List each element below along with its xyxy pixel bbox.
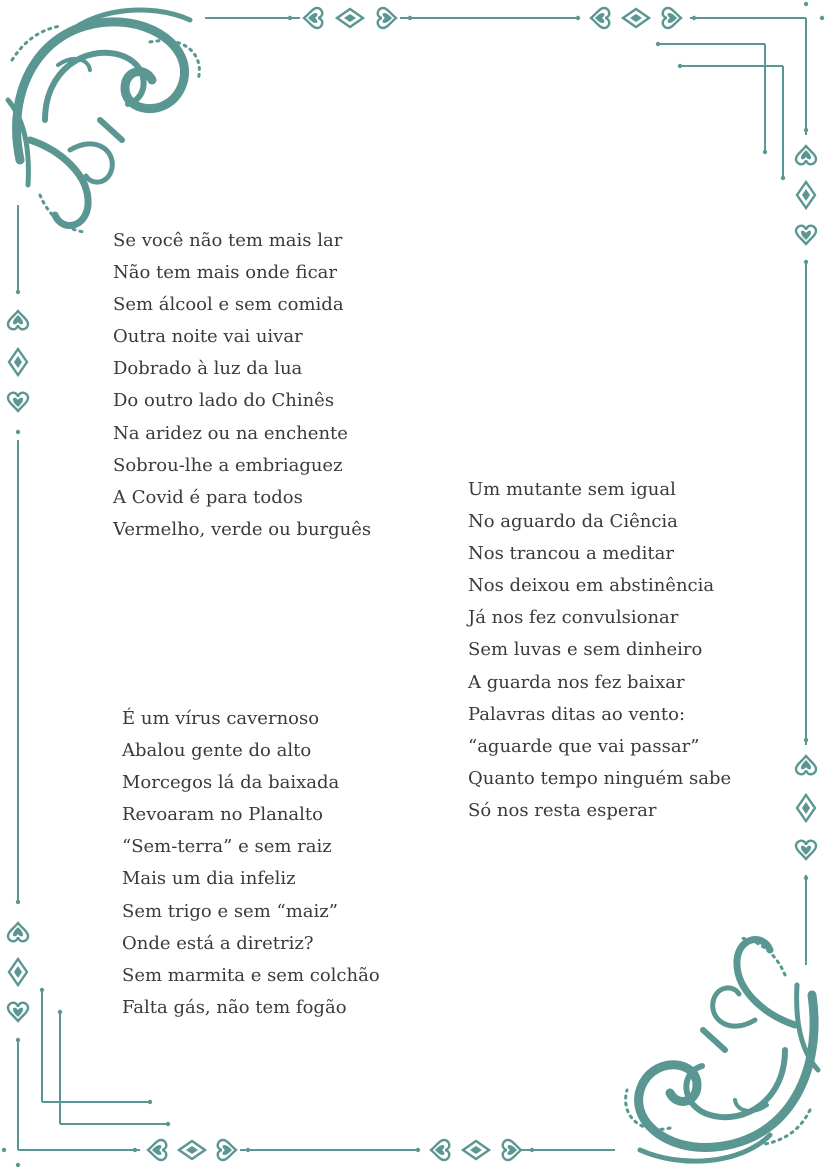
poem-line: “Sem-terra” e sem raiz <box>122 836 332 858</box>
poem-line: Só nos resta esperar <box>468 799 657 821</box>
poem-line: Palavras ditas ao vento: <box>468 703 686 725</box>
poem-line: “aguarde que vai passar” <box>468 735 700 757</box>
poem-line: Sem trigo e sem “maiz” <box>122 900 338 922</box>
poem-line: A Covid é para todos <box>113 486 303 508</box>
poem-line: Abalou gente do alto <box>122 740 312 762</box>
poem-line: Onde está a diretriz? <box>122 932 314 954</box>
poem-line: Do outro lado do Chinês <box>113 390 335 412</box>
bottom-right-border-ornament <box>416 1140 534 1160</box>
poem-stanza-3 <box>122 703 380 1024</box>
bottom-left-border-ornament <box>133 1140 250 1160</box>
poem-line: A guarda nos fez baixar <box>468 671 685 693</box>
poem-line: Se você não tem mais lar <box>113 230 343 251</box>
poem-line: Outra noite vai uivar <box>113 326 303 348</box>
poem-line: Sem luvas e sem dinheiro <box>468 639 703 661</box>
poem-line: Não tem mais onde ficar <box>113 262 337 284</box>
poem-stanza-1 <box>113 225 371 546</box>
poem-line: Na aridez ou na enchente <box>113 422 348 444</box>
poem-line: Quanto tempo ninguém sabe <box>468 767 732 789</box>
poem-line: Falta gás, não tem fogão <box>122 996 347 1018</box>
poem-line: É um vírus cavernoso <box>122 708 320 729</box>
poem-line: Revoaram no Planalto <box>122 804 323 826</box>
top-right-border-ornament <box>576 8 696 28</box>
poem-stanza-2 <box>468 474 731 827</box>
poem-line: Sem marmita e sem colchão <box>122 964 380 986</box>
bottom-right-corner-flourish <box>626 938 818 1161</box>
poem-line: Vermelho, verde ou burguês <box>113 518 372 540</box>
poem-line: Morcegos lá da baixada <box>122 772 340 794</box>
poem-line: Já nos fez convulsionar <box>468 607 679 629</box>
poem-line: Dobrado à luz da lua <box>113 358 303 380</box>
top-left-border-ornament <box>288 8 412 28</box>
top-left-corner-flourish <box>8 10 199 232</box>
poem-line: Um mutante sem igual <box>468 479 676 500</box>
poem-line: Nos deixou em abstinência <box>468 575 715 597</box>
poem-line: Mais um dia infeliz <box>122 868 296 890</box>
poem-line: Sobrou-lhe a embriaguez <box>113 454 343 476</box>
right-lower-border-ornament <box>796 738 816 880</box>
right-upper-border-ornament <box>796 128 816 264</box>
left-lower-border-ornament <box>8 900 28 1042</box>
poem-line: Sem álcool e sem comida <box>113 294 344 316</box>
poem-line: Nos trancou a meditar <box>468 543 674 565</box>
poem-line: No aguardo da Ciência <box>468 511 678 533</box>
left-upper-border-ornament <box>8 290 28 434</box>
